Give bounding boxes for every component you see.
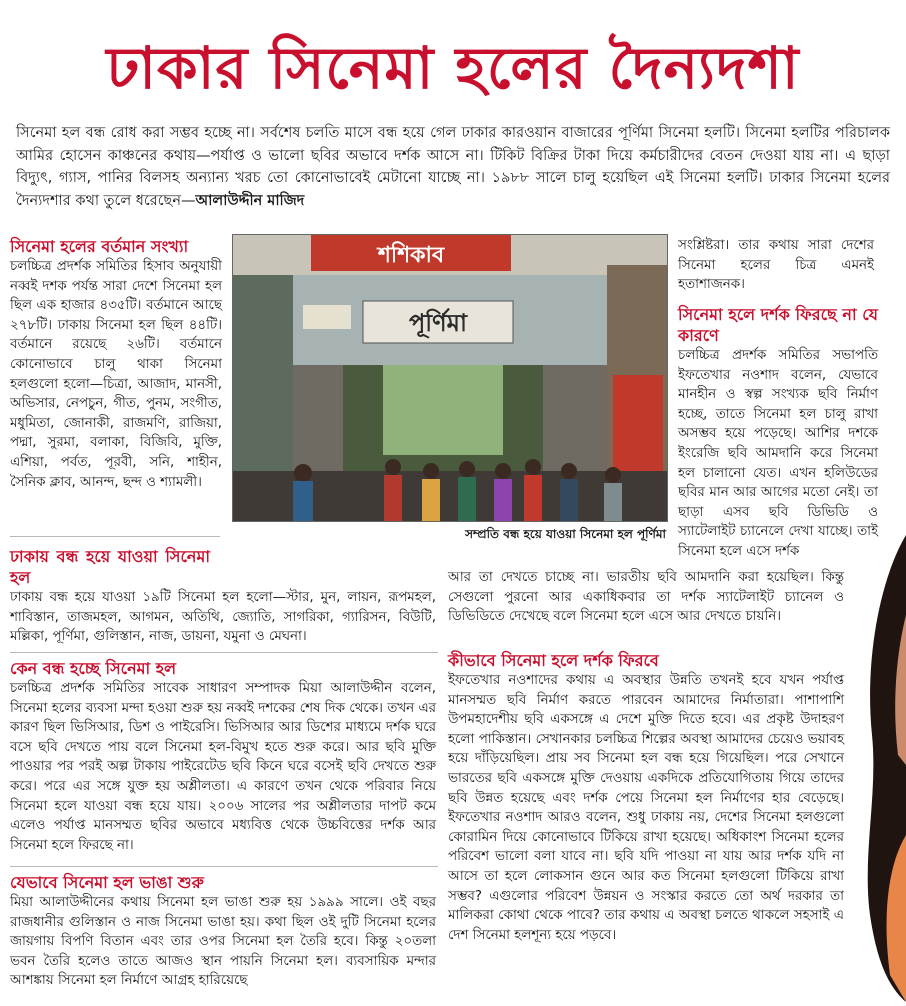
divider <box>10 652 438 653</box>
section-heading: ঢাকায় বন্ধ হয়ে যাওয়া সিনেমা হল <box>10 547 210 587</box>
section-body: আর তা দেখতে চাচ্ছে না। ভারতীয় ছবি আমদানি করা হয়েছিল। কিন্তু সেগুলো পুরনো আর একাধিকবার তা দর্শক স্যাটেলাইট চ্যানেল ও ডিভিডিতে দেখেছে বলে সিনেমা হলে এসে আর দেখতে চায়নি। <box>448 570 844 625</box>
section-closed-halls <box>10 546 436 647</box>
section-hall-count <box>10 236 222 492</box>
photo-sign-text: পূর্ণিমা <box>409 309 467 337</box>
section-body: সংশ্লিষ্টরা। তার কথায় সারা দেশের সিনেমা হলের চিত্র এমনই হতাশাজনক। <box>678 238 874 293</box>
page-title: ঢাকার সিনেমা হলের দৈন্যদশা <box>106 34 800 102</box>
section-body: মিয়া আলাউদ্দীনের কথায় সিনেমা হল ভাঙা শুরু হয় ১৯৯৯ সালে। ওই বছর রাজধানীর গুলিস্তান ও নাজ সিনেমা ভাঙা হয়। কথা ছিল ওই দুটি সিনেমা হলের জায়গায় বিপণি বিতান এবং তার ওপর সিনেমা হল তৈরি হবে। কিন্তু ২০তলা ভবন তৈরি হলেও তাতে আজও স্থান পায়নি সিনেমা হল। ব্যবসায়িক মন্দার আশঙ্কায় সিনেমা হল নির্মাণে আগ্রহ হারিয়েছে <box>10 895 436 989</box>
section-heading: কীভাবে সিনেমা হলে দর্শক ফিরবে <box>448 651 659 670</box>
section-heading: সিনেমা হলে দর্শক ফিরছে না যে কারণে <box>678 305 878 345</box>
section-body: চলচ্চিত্র প্রদর্শক সমিতির সাবেক সাধারণ সম্পাদক মিয়া আলাউদ্দীন বলেন, সিনেমা হলের ব্যবসা মন্দা হওয়া শুরু হয় নব্বই দশকের শেষ দিক থেকে। তখন এর কারণ ছিল ভিসিআর, ডিশ ও পাইরেসি। ভিসিআর আর ডিশের মাধ্যমে দর্শক ঘরে বসে ছবি দেখতে পায় বলে সিনেমা হল-বিমুখ হতে শুরু করে। আর ছবি মুক্তি পাওয়ার পর পরই অল্প টাকায় পাইরেটেড ছবি কিনে ঘরে বসেই ছবি দেখতে শুরু করে। পরে এর সঙ্গে যুক্ত হয় অশ্লীলতা। এ কারণে তখন থেকে পরিবার নিয়ে সিনেমা হলে যাওয়া বন্ধ হয়ে যায়। ২০০৬ সালের পর অশ্লীলতার দাপট কমে এলেও পর্যাপ্ত মানসম্মত ছবির অভাবে মধ্যবিত্ত থেকে উচ্চবিত্তের দর্শক আর সিনেমা হলে ফিরছে না। <box>10 681 436 853</box>
section-audience-continued <box>448 568 844 627</box>
section-heading: যেভাবে সিনেমা হল ভাঙা শুরু <box>10 873 204 892</box>
section-how-return <box>448 650 844 945</box>
cinema-photo <box>232 234 668 522</box>
section-why-closing <box>10 658 436 855</box>
section-audience <box>678 304 878 562</box>
section-heading: সিনেমা হলের বর্তমান সংখ্যা <box>10 237 189 256</box>
section-body: চলচ্চিত্র প্রদর্শক সমিতির সভাপতি ইফতেখার নওশাদ বলেন, যেভাবে মানহীন ও স্বল্প সংখ্যক ছবি নির্মাণ হচ্ছে, তাতে সিনেমা হল চালু রাখা অসম্ভব হয়ে পড়েছে। আশির দশকে ইংরেজি ছবি আমদানি করে সিনেমা হল চালানো যেত। এখন হলিউডের ছবির মান আর আগের মতো নেই। তা ছাড়া এসব ছবি ডিভিডি ও স্যাটেলাইট চ্যানেলে দেখা যাচ্ছে। তাই সিনেমা হলে এসে দর্শক <box>678 348 878 559</box>
section-body: ইফতেখার নওশাদের কথায় এ অবস্থার উন্নতি তখনই হবে যখন পর্যাপ্ত মানসম্মত ছবি নির্মাণ করতে পারবেন আমাদের নির্মাতারা। পাশাপাশি উপমহাদেশীয় ছবি একসঙ্গে এ দেশে মুক্তি দিতে হবে। এর প্রকৃষ্ট উদাহরণ হলো পাকিস্তান। সেখানকার চলচ্চিত্র শিল্পের অবস্থা আমাদের চেয়েও ভয়াবহ হয়ে দাঁড়িয়েছিল। প্রায় সব সিনেমা হল বন্ধ হয়ে গিয়েছিল। পরে সেখানে ভারতের ছবি একসঙ্গে মুক্তি দেওয়ায় একদিকে প্রতিযোগিতায় গিয়ে তাদের ছবি উন্নত হয়েছে এবং দর্শক পেয়ে সিনেমা হল নির্মাণের হার বেড়েছে। ইফতেখার নওশাদ আরও বলেন, শুধু ঢাকায় নয়, দেশের সিনেমা হলগুলো কোরামিন দিয়ে কোনোভাবে টিকিয়ে রাখা হয়েছে। অধিকাংশ সিনেমা হলের পরিবেশ ভালো বলা যাবে না। ছবি যদি পাওয়া না যায় আর দর্শক যদি না আসে তা হলে লোকসান গুনে আর কত সিনেমা হলগুলো টিকিয়ে রাখা সম্ভব? এগুলোর পরিবেশ উন্নয়ন ও সংস্কার করতে তো অর্থ দরকার তা মালিকরা কোথা থেকে পাবে? তার কথায় এ অবস্থা চলতে থাকলে সহসাই এ দেশ সিনেমা হলশূন্য হয়ে পড়বে। <box>448 673 844 943</box>
decorative-woman-image <box>842 535 906 1002</box>
photo-banner-text: শশিকাব <box>377 243 445 268</box>
lead-text: সিনেমা হল বন্ধ রোধ করা সম্ভব হচ্ছে না। সর্বশেষ চলতি মাসে বন্ধ হয়ে গেল ঢাকার কারওয়ান বাজারের পূর্ণিমা সিনেমা হলটি। সিনেমা হলটির পরিচালক আমির হোসেন কাঞ্চনের কথায়—পর্যাপ্ত ও ভালো ছবির অভাবে দর্শক আসে না। টিকিট বিক্রির টাকা দিয়ে কর্মচারীদের বেতন দেওয়া যায় না। এ ছাড়া বিদ্যুৎ, গ্যাস, পানির বিলসহ অন্যান্য খরচ তো কোনোভাবেই মেটানো যাচ্ছে না। ১৯৮৮ সালে চালু হয়েছিল এই সিনেমা হলটি। ঢাকার সিনেমা হলের দৈন্যদশার কথা তুলে ধরেছেন— <box>16 125 890 209</box>
section-body: ঢাকায় বন্ধ হয়ে যাওয়া ১৯টি সিনেমা হল হলো—স্টার, মুন, লায়ন, রূপমহল, শাবিস্তান, তাজমহল, আগমন, অতিথি, জ্যোতি, সাগরিকা, গ্যারিসন, বিউটি, মল্লিকা, পূর্ণিমা, গুলিস্তান, নাজ, ডায়না, যমুনা ও মেঘনা। <box>10 590 436 645</box>
divider <box>10 866 438 867</box>
lead-paragraph <box>16 122 890 212</box>
section-right-top <box>678 236 874 295</box>
section-demolish <box>10 872 436 991</box>
author-name: আলাউদ্দীন মাজিদ <box>195 192 305 209</box>
divider <box>10 536 220 537</box>
photo-caption: সম্প্রতি বন্ধ হয়ে যাওয়া সিনেমা হল পূর্ণিমা <box>465 527 666 541</box>
section-body: চলচ্চিত্র প্রদর্শক সমিতির হিসাব অনুযায়ী নব্বই দশক পর্যন্ত সারা দেশে সিনেমা হল ছিল এক হাজার ৪৩৫টি। বর্তমানে আছে ২৭৮টি। ঢাকায় সিনেমা হল ছিল ৪৪টি। বর্তমানে রয়েছে ২৬টি। বর্তমানে কোনোভাবে চালু থাকা সিনেমা হলগুলো হলো—চিত্রা, আজাদ, মানসী, অভিসার, নেপচুন, গীত, পুনম, সংগীত, মধুমিতা, জোনাকী, রাজমণি, রাজিয়া, পদ্মা, সুরমা, বলাকা, বিজিবি, মুক্তি, এশিয়া, পর্বত, পূরবী, সনি, শাহীন, সৈনিক ক্লাব, আনন্দ, ছন্দ ও শ্যামলী। <box>10 259 222 490</box>
section-heading: কেন বন্ধ হচ্ছে সিনেমা হল <box>10 659 177 678</box>
